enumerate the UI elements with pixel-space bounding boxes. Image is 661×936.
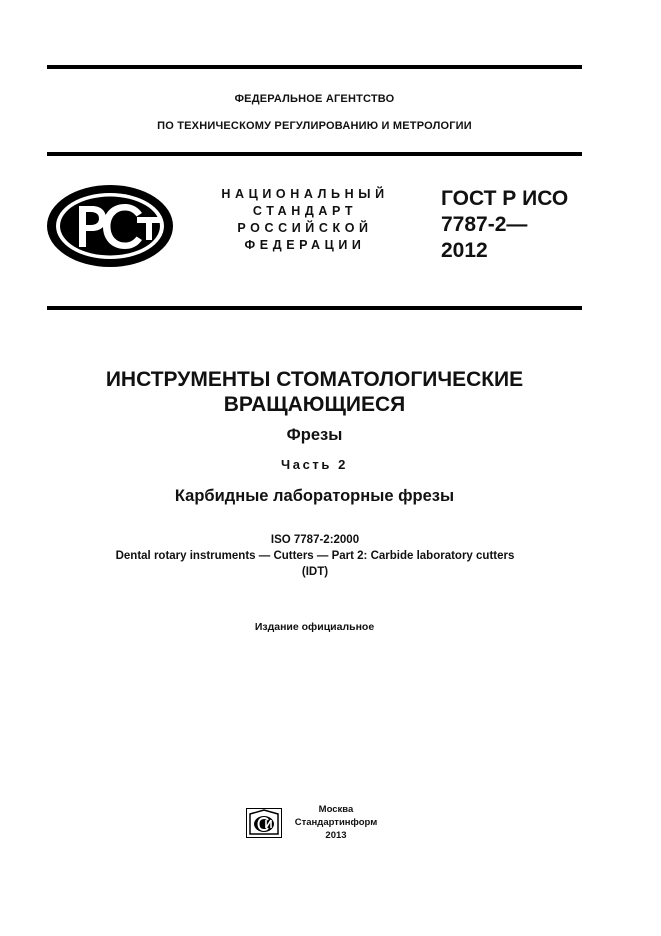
national-line: СТАНДАРТ (252, 204, 358, 218)
iso-reference (30, 532, 600, 580)
iso-title: Dental rotary instruments — Cutters — Part 2: Carbide laboratory cutters (115, 550, 515, 562)
designation-line: ГОСТ Р ИСО (441, 187, 569, 210)
national-standard-label (200, 186, 410, 254)
part-title: Карбидные лабораторные фрезы (174, 487, 455, 505)
rst-logo-icon (45, 183, 175, 269)
national-line: ФЕДЕРАЦИИ (244, 238, 366, 252)
title-line-2: ВРАЩАЮЩИЕСЯ (223, 393, 406, 416)
top-rule (47, 65, 582, 69)
publisher-info (290, 803, 382, 842)
designation-line: 7787-2— (441, 213, 528, 236)
publisher-year: 2013 (325, 830, 347, 841)
iso-degree: (IDT) (301, 566, 329, 578)
agency-line-1: ФЕДЕРАЛЬНОЕ АГЕНТСТВО (234, 93, 395, 105)
designation-line: 2012 (441, 239, 488, 262)
title-line-1: ИНСТРУМЕНТЫ СТОМАТОЛОГИЧЕСКИЕ (105, 368, 524, 391)
publisher-city: Москва (318, 804, 354, 815)
national-line: НАЦИОНАЛЬНЫЙ (221, 187, 389, 201)
edition-note: Издание официальное (254, 621, 375, 633)
document-subtitle: Фрезы (286, 426, 343, 444)
document-title (47, 367, 582, 417)
national-line: РОССИЙСКОЙ (237, 221, 373, 235)
standartinform-logo-icon (246, 808, 282, 838)
divider-rule (47, 306, 582, 310)
header-rule (47, 152, 582, 156)
agency-line-2: ПО ТЕХНИЧЕСКОМУ РЕГУЛИРОВАНИЮ И МЕТРОЛОГИИ (157, 120, 472, 132)
iso-number: ISO 7787-2:2000 (270, 534, 360, 546)
standard-designation (441, 186, 568, 264)
publisher-name: Стандартинформ (294, 817, 378, 828)
part-label: Часть 2 (281, 457, 348, 472)
